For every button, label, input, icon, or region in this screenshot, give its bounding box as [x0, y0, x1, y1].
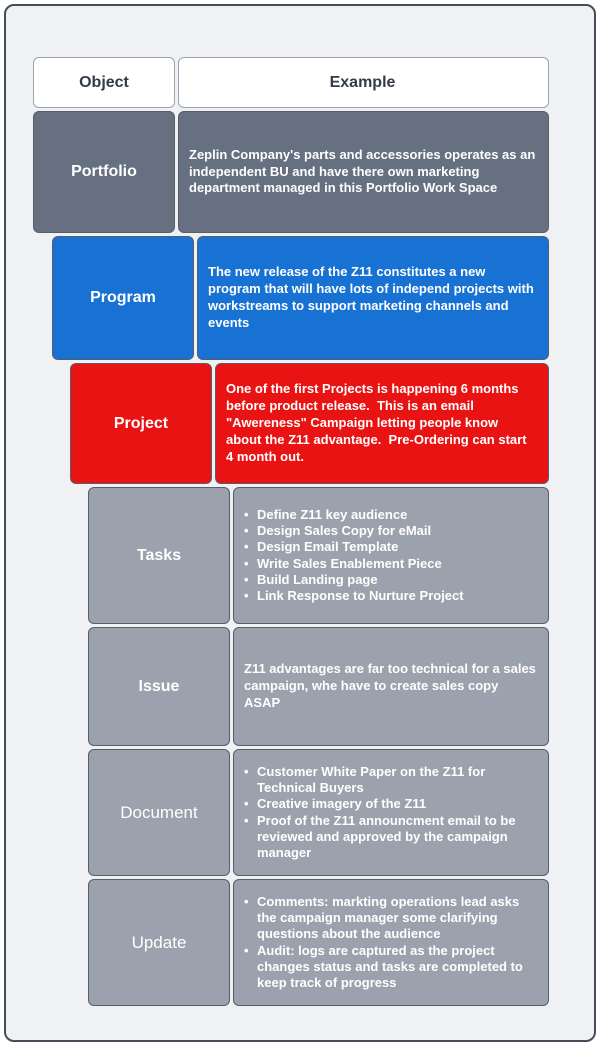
- bullet-item: • Build Landing page: [244, 572, 464, 588]
- table-row-tasks: [88, 487, 549, 624]
- bullet-item: • Link Response to Nurture Project: [244, 588, 464, 604]
- portfolio-label: Portfolio: [71, 163, 137, 180]
- portfolio-example-cell: [178, 111, 549, 233]
- table-row-issue: [88, 627, 549, 746]
- project-example-text: One of the first Projects is happening 6 months before product release. This is an email "Awereness" Campaign letting people know about the Z11 advantage. Pre-Ordering can start 4 month out.: [226, 381, 531, 464]
- document-object-cell: [88, 749, 230, 876]
- issue-label: Issue: [138, 677, 180, 695]
- table-row-portfolio: [33, 111, 549, 233]
- bullet-item: • Comments: markting operations lead asks the campaign manager some clarifying questions about the audience: [244, 894, 536, 943]
- table-header-row: [33, 57, 549, 108]
- update-example-cell: [233, 879, 549, 1006]
- portfolio-object-cell: [33, 111, 175, 233]
- update-label: Update: [131, 932, 187, 952]
- diagram-canvas: [4, 4, 596, 1042]
- table-row-document: [88, 749, 549, 876]
- header-object-cell: [33, 57, 175, 108]
- project-object-cell: [70, 363, 212, 484]
- bullet-item: • Creative imagery of the Z11: [244, 796, 536, 812]
- table-row-update: [88, 879, 549, 1006]
- update-object-cell: [88, 879, 230, 1006]
- bullet-item: • Write Sales Enablement Piece: [244, 556, 464, 572]
- bullet-item: • Audit: logs are captured as the project changes status and tasks are completed to keep track of progress: [244, 943, 536, 992]
- program-object-cell: [52, 236, 194, 360]
- project-example-cell: [215, 363, 549, 484]
- object-example-table: [6, 6, 594, 1006]
- header-object-label: Object: [79, 73, 129, 91]
- bullet-item: • Design Sales Copy for eMail: [244, 523, 464, 539]
- tasks-label: Tasks: [136, 546, 182, 564]
- tasks-example-cell: [233, 487, 549, 624]
- table-row-program: [52, 236, 549, 360]
- portfolio-example-text: Zeplin Company's parts and accessories operates as an independent BU and have there own marketing department managed in this Portfolio Work Space: [189, 146, 539, 196]
- bullet-item: • Design Email Template: [244, 539, 464, 555]
- update-bullet-list: [244, 894, 536, 992]
- document-bullet-list: [244, 764, 536, 862]
- issue-example-cell: [233, 627, 549, 746]
- document-label: Document: [120, 802, 198, 822]
- bullet-item: • Define Z11 key audience: [244, 507, 464, 523]
- bullet-item: • Customer White Paper on the Z11 for Technical Buyers: [244, 764, 536, 797]
- issue-object-cell: [88, 627, 230, 746]
- project-label: Project: [113, 414, 169, 432]
- tasks-object-cell: [88, 487, 230, 624]
- program-example-cell: [197, 236, 549, 360]
- document-example-cell: [233, 749, 549, 876]
- program-label: Program: [90, 289, 156, 306]
- issue-example-text: Z11 advantages are far too technical for a sales campaign, whe have to create sales copy ASAP: [244, 661, 540, 710]
- table-row-project: [70, 363, 549, 484]
- program-example-text: The new release of the Z11 constitutes a new program that will have lots of independ projects with workstreams to support marketing channels and events: [208, 264, 538, 330]
- header-example-cell: [178, 57, 549, 108]
- tasks-bullet-list: [244, 507, 464, 605]
- bullet-item: • Proof of the Z11 announcment email to be reviewed and approved by the campaign manager: [244, 813, 536, 862]
- header-example-label: Example: [329, 73, 396, 91]
